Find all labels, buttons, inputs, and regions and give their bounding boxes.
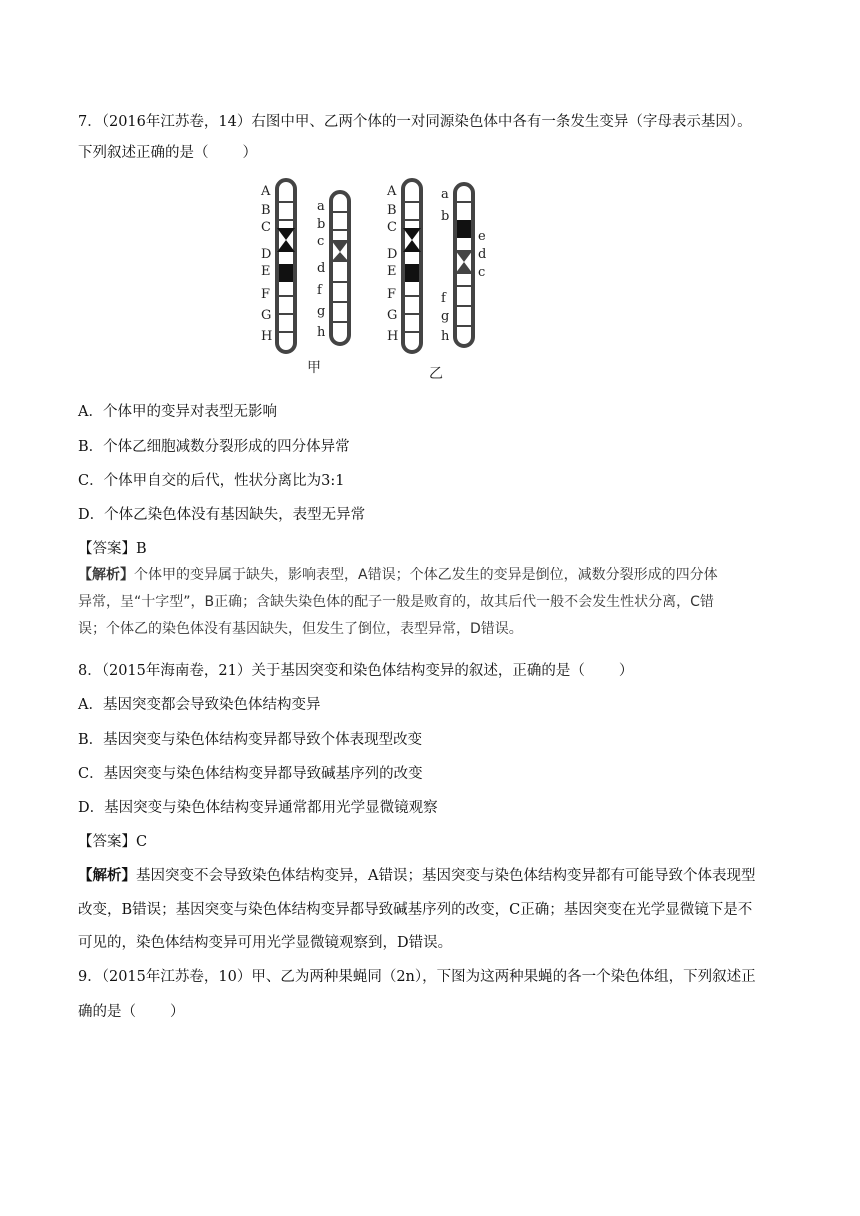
gene-label: d xyxy=(478,247,487,262)
q7-option-a: A．个体甲的变异对表型无影响 xyxy=(78,404,277,420)
gene-label: G xyxy=(261,308,272,323)
gene-label: E xyxy=(261,264,271,279)
gene-label: g xyxy=(317,304,326,319)
q7-option-c: C．个体甲自交的后代，性状分离比为3:1 xyxy=(78,473,345,489)
gene-label: f xyxy=(441,291,446,306)
gene-label: a xyxy=(317,199,325,214)
q7-option-b: B．个体乙细胞减数分裂形成的四分体异常 xyxy=(78,439,350,455)
gene-label: c xyxy=(317,234,325,249)
q8-option-a: A．基因突变都会导致染色体结构变异 xyxy=(78,697,321,713)
q8-answer xyxy=(78,832,147,852)
figure-label-yi: 乙 xyxy=(429,366,443,382)
q7-option-d: D．个体乙染色体没有基因缺失，表型无异常 xyxy=(78,507,366,523)
q8-stem-close: ） xyxy=(618,663,634,679)
q7-stem-line1: 7．（2016年江苏卷，14）右图中甲、乙两个体的一对同源染色体中各有一条发生变异（字母表示基因）。 xyxy=(78,114,752,130)
q9-stem-line1: 9．（2015年江苏卷，10）甲、乙为两种果蝇同（2n），下图为这两种果蝇的各一个染色体组，下列叙述正 xyxy=(78,969,756,985)
answer-label: 【答案】 xyxy=(78,834,136,850)
q8-analysis-line3: 可见的，染色体结构变异可用光学显微镜观察到，D错误。 xyxy=(78,935,453,951)
gene-label: g xyxy=(441,309,450,324)
gene-label: H xyxy=(387,329,399,344)
gene-label: G xyxy=(387,308,398,323)
q9-stem-close: ） xyxy=(170,1004,185,1020)
q7-stem-text: 下列叙述正确的是（ xyxy=(78,145,209,161)
analysis-label: 【解析】 xyxy=(78,567,134,583)
q9-stem-text: 确的是（ xyxy=(78,1004,136,1020)
q8-option-b: B．基因突变与染色体结构变异都导致个体表现型改变 xyxy=(78,732,423,748)
analysis-text: 个体甲的变异属于缺失，影响表型，A错误；个体乙发生的变异是倒位，减数分裂形成的四分体 xyxy=(134,567,718,583)
q8-stem xyxy=(78,661,633,681)
gene-label: C xyxy=(387,220,397,235)
analysis-text: 基因突变不会导致染色体结构变异，A错误；基因突变与染色体结构变异都有可能导致个体表现型 xyxy=(136,868,756,884)
gene-label: D xyxy=(387,247,398,262)
gene-label: F xyxy=(261,287,271,302)
q8-analysis-line1 xyxy=(78,866,755,886)
gene-label: B xyxy=(387,203,397,218)
jia-left-chromosome xyxy=(277,180,295,352)
q8-analysis-line2: 改变，B错误；基因突变与染色体结构变异都导致碱基序列的改变，C正确；基因突变在光学显微镜下是不 xyxy=(78,902,753,918)
gene-label: f xyxy=(317,283,322,298)
gene-label: h xyxy=(317,325,326,340)
q8-stem-text: 8．（2015年海南卷，21）关于基因突变和染色体结构变异的叙述，正确的是（ xyxy=(78,663,585,679)
gene-label: h xyxy=(441,329,450,344)
gene-label: b xyxy=(317,217,326,232)
jia-right-chromosome xyxy=(331,192,349,344)
gene-label: F xyxy=(387,287,397,302)
yi-left-chromosome xyxy=(403,180,421,352)
chromosome-figure xyxy=(255,176,495,388)
q7-analysis-line3: 误；个体乙的染色体没有基因缺失，但发生了倒位，表型异常，D错误。 xyxy=(78,621,523,637)
gene-label: E xyxy=(387,264,397,279)
q8-option-d: D．基因突变与染色体结构变异通常都用光学显微镜观察 xyxy=(78,800,438,816)
gene-label: B xyxy=(261,203,271,218)
q7-stem-close: ） xyxy=(242,145,257,161)
q7-stem-line2 xyxy=(78,143,257,163)
answer-value: B xyxy=(136,541,147,557)
figure-label-jia: 甲 xyxy=(307,360,321,376)
gene-label: e xyxy=(478,229,486,244)
q9-stem-line2 xyxy=(78,1002,185,1022)
gene-label: b xyxy=(441,209,450,224)
gene-label: A xyxy=(261,184,271,199)
q7-analysis xyxy=(78,565,790,661)
analysis-label: 【解析】 xyxy=(78,867,136,884)
gene-label: a xyxy=(441,187,449,202)
answer-value: C xyxy=(136,834,148,850)
q7-answer xyxy=(78,539,147,559)
q8-option-c: C．基因突变与染色体结构变异都导致碱基序列的改变 xyxy=(78,766,423,782)
answer-label: 【答案】 xyxy=(78,541,136,557)
gene-label: d xyxy=(317,261,326,276)
gene-label: A xyxy=(387,184,397,199)
yi-right-chromosome xyxy=(455,184,473,346)
gene-label: D xyxy=(261,247,272,262)
gene-label: c xyxy=(478,265,486,280)
q7-analysis-line2: 异常，呈“十字型”，B正确；含缺失染色体的配子一般是败育的，故其后代一般不会发生性状分离，C错 xyxy=(78,594,714,610)
gene-label: H xyxy=(261,329,273,344)
q7-analysis-line1 xyxy=(78,565,718,585)
gene-label: C xyxy=(261,220,271,235)
